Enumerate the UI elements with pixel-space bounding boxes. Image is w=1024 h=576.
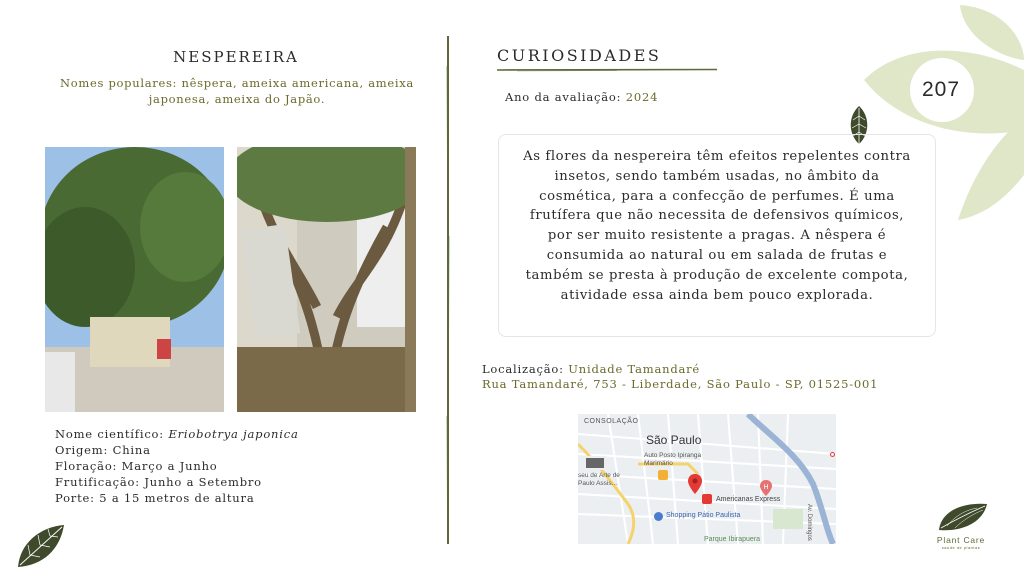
map-road-label: Av. Domingos	[806, 504, 812, 541]
curiosities-title: CURIOSIDADES	[497, 46, 662, 65]
svg-text:H: H	[763, 484, 769, 491]
logo-name: Plant Care	[936, 535, 986, 545]
location-unit: Unidade Tamandaré	[568, 362, 701, 376]
plant-title: NESPEREIRA	[173, 48, 299, 66]
location-label: Localização:	[482, 362, 564, 376]
map-district-label: CONSOLAÇÃO	[584, 418, 639, 425]
page-number: 207	[921, 78, 961, 101]
scientific-name-label: Nome científico:	[55, 427, 164, 441]
tree-photo-2	[237, 147, 416, 412]
map-store-label: Americanas Express	[716, 496, 781, 503]
gas-station-icon	[658, 470, 668, 480]
origin-row: Origem: China	[55, 443, 151, 457]
scientific-name-value: Eriobotrya japonica	[168, 427, 299, 441]
location-map[interactable]	[578, 414, 836, 544]
title-underline	[497, 68, 717, 72]
location	[482, 361, 700, 377]
map-city-label: São Paulo	[646, 433, 702, 447]
leaf-icon	[14, 523, 66, 569]
map-gas-label: Auto Posto Ipiranga Marimário	[644, 452, 702, 467]
size-row: Porte: 5 a 15 metros de altura	[55, 491, 255, 505]
shopping-icon	[702, 494, 712, 504]
map-bottom-label: Parque Ibirapuera	[704, 536, 761, 543]
tree-photo-1	[45, 147, 224, 412]
flowering-row: Floração: Março a Junho	[55, 459, 218, 473]
scientific-name-row	[55, 426, 299, 442]
map-dot-icon	[830, 452, 835, 457]
map-mall-label: Shopping Pátio Paulista	[666, 512, 741, 519]
map-pin-icon	[688, 474, 702, 494]
popular-names: Nomes populares: nêspera, ameixa americana, ameixa japonesa, ameixa do Japão.	[60, 76, 414, 106]
evaluation-year-value: 2024	[625, 90, 659, 104]
column-divider	[446, 36, 450, 544]
plant-details	[55, 426, 299, 506]
hospital-icon	[760, 480, 772, 496]
location-address: Rua Tamandaré, 753 - Liberdade, São Paulo - SP, 01525-001	[482, 377, 879, 391]
logo-tagline: saúde de plantas	[941, 545, 981, 550]
curiosities-text: As flores da nespereira têm efeitos repelentes contra insetos, sendo também usadas, no âmbito da cosmética, para a confecção de perfumes. É uma frutífera que não necessita de defensivos químicos, por ser muito resistente a pragas. A nêspera é consumida ao natural ou em salada de frutas e também se presta à produção de excelente compota, atividade essa ainda bem pouco explorada.	[498, 134, 936, 337]
museum-icon	[584, 456, 606, 470]
map-museum-label: seu de Arte de Paulo Assis...	[578, 472, 620, 487]
evaluation-year	[505, 90, 658, 104]
fruiting-row: Frutificação: Junho a Setembro	[55, 475, 262, 489]
evaluation-year-label: Ano da avaliação:	[505, 90, 622, 104]
mall-icon	[654, 512, 663, 521]
